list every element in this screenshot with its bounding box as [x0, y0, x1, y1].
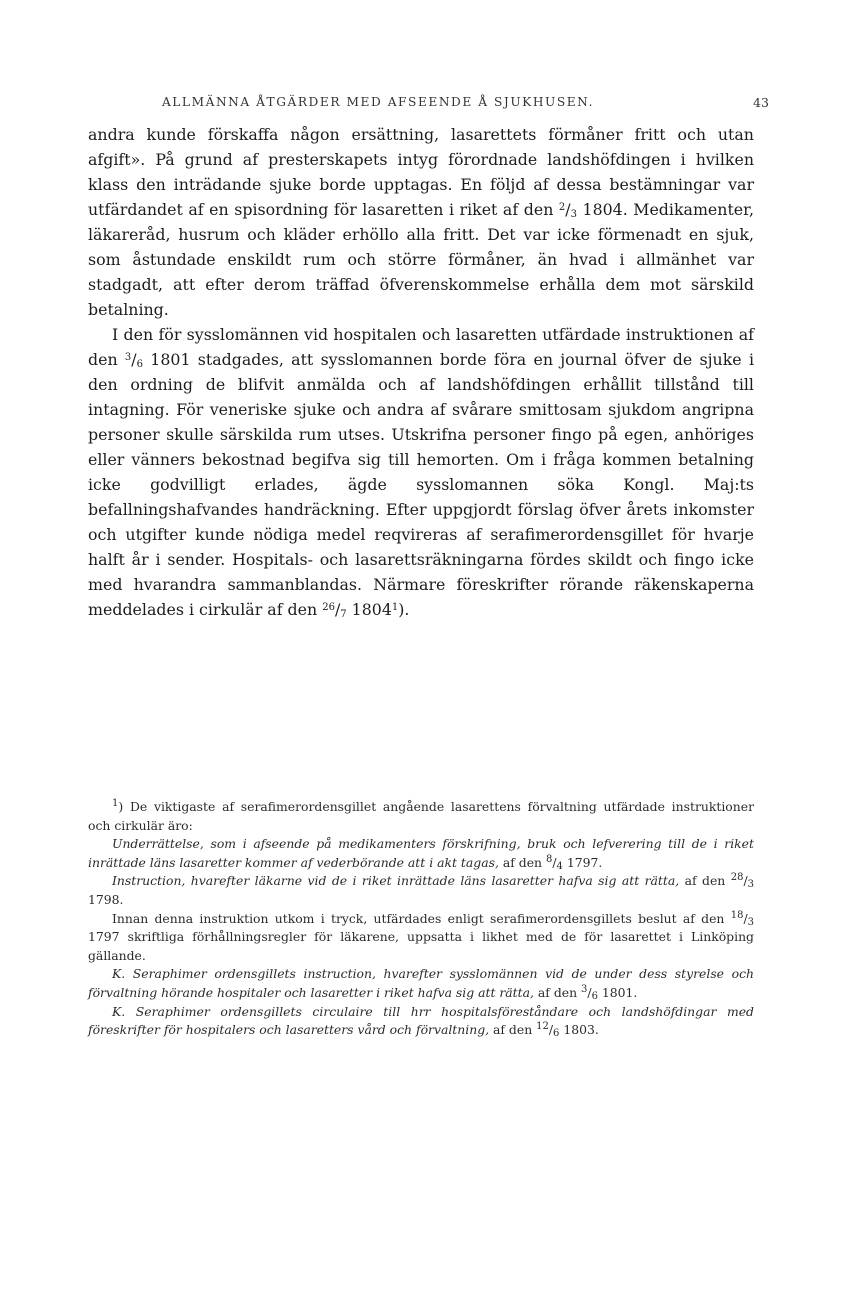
page-number: 43 [753, 95, 769, 110]
paragraph-1: andra kunde förskaffa någon ersättning, lasarettets förmåner fritt och utan afgift». På grund af presterskapets intyg förordnade landshöfdingen i hvilken klass den inträdande sjuke borde upptagas. En följd af dessa bestämningar var utfärdandet af en spisordning för lasaretten i riket af den $^2/_3$ 1804. Medikamenter, läkareråd, husrum och kläder erhöllo alla fritt. Det var icke förmenadt en sjuk, som åstundade enskildt rum och större förmåner, än hvad i allmänhet var stadgadt, att efter derom träffad öfverenskommelse erhålla dem mot särskild betalning. [88, 125, 754, 319]
footnote-reference[interactable]: 1 [391, 602, 399, 613]
footnote-item: K. Seraphimer ordensgillets circulaire till hrr hospitalsföreståndare och landshöfdingar med föreskrifter för hospitalers och lasaretters vård och förvaltning, af den $^{12}/_6$ 1803. [88, 1003, 754, 1040]
footnote-item: Instruction, hvarefter läkarne vid de i riket inrättade läns lasaretter hafva sig att rätta, af den $^{28}/_3$ 1798. [88, 872, 754, 907]
footnote-item: Underrättelse, som i afseende på medikamenters förskrifning, bruk och lefverering till de i riket inrättade läns lasaretter kommer af vederbörande att i akt tagas, af den $^8/_4$ 1797. [88, 836, 754, 872]
paragraph-2: I den för sysslomännen vid hospitalen och lasaretten utfärdade instruktionen af den $^3/_6$ 1801 stadgades, att sysslomannen borde föra en journal öfver de sjuke i den ordning de blifvit anmälda och af landshöfdingen erhållit tillstånd till intagning. För veneriske sjuke och andra af svårare smittosam sjukdom angripna personer skulle särskilda rum utses. Utskrifna personer fingo på egen, anhöriges eller vänners bekostnad begifva sig till hemorten. Om i fråga kommen betalning icke godvilligt erlades, ägde sysslomannen söka Kongl. Maj:ts befallningshafvandes handräckning. Efter uppgjordt förslag öfver årets inkomster och utgifter kunde nödiga medel reqvireras af serafimerordensgillet för hvarje halft år i sender. Hospitals- och lasarettsräkningarna fördes skildt och fingo icke med hvarandra sammanblandas. Närmare föreskrifter rörande räkenskaperna meddelades i cirkulär af den $^{26}/_7$ 1804$^1$). [88, 325, 754, 620]
footnote [88, 798, 754, 1040]
running-title: ALLMÄNNA ÅTGÄRDER MED AFSEENDE Å SJUKHUSEN. [161, 95, 595, 109]
main-text [88, 122, 754, 622]
footnote-item: Innan denna instruktion utkom i tryck, utfärdades enligt serafimerordensgillets beslut af den $^{18}/_3$ 1797 skriftliga förhållningsregler för läkarene, uppsatta i likhet med de för lasarettet i Linköping gällande. [88, 909, 754, 963]
footnote-item: K. Seraphimer ordensgillets instruction, hvarefter sysslomännen vid de under dess styrelse och förvaltning hörande hospitaler och lasaretter i riket hafva sig att rätta, af den $^3/_6$ 1801. [88, 966, 754, 1002]
footnote-marker: 1 [112, 798, 119, 809]
footnote-intro: $^1$) De viktigaste af serafimerordensgillet angående lasarettens förvaltning utfärdade instruktioner och cirkulär äro: [88, 798, 754, 833]
